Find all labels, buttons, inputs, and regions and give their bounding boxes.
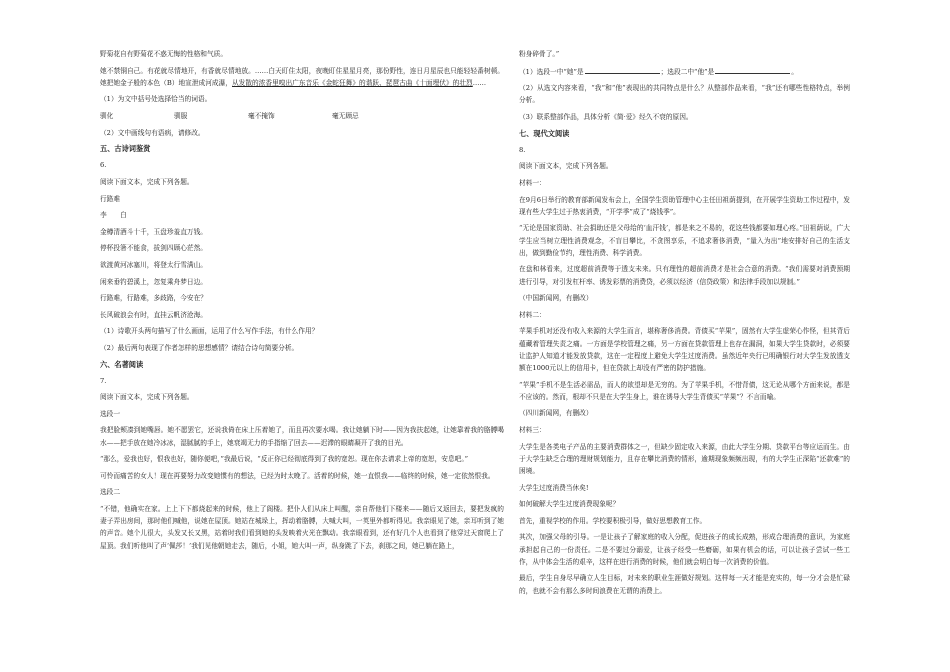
poem-title: 行路难 bbox=[100, 194, 121, 203]
text: 她不禁铜自己。有花就尽情地开，有香就尽情地放。……白天盯住太阳，夜晚盯住星星月亮，那份野性，连日月星辰也只能轻轻番树顿。她把她金子般的本色（B）地宣泄成河成瀑， bbox=[100, 66, 504, 87]
excerpt-label: 选段一 bbox=[100, 409, 121, 418]
source-note: （中国新闻网，有删改） bbox=[519, 294, 593, 303]
question: （2）文中画线句有语病，请修改。 bbox=[100, 128, 205, 137]
poem-line: 金樽清酒斗十千，玉盘珍羞直万钱。 bbox=[100, 227, 207, 236]
paragraph: 最后，学生自身尽早确立人生目标，对未来的职业生涯做好规划。这样每一天才能是充实的，每一分才会是忙碌的，也就不会有那么多时间浪费在无谓的消费上。 bbox=[519, 574, 850, 595]
poem-author: 李 白 bbox=[100, 211, 127, 220]
poem-line: 行路难，行路难，多歧路，今安在？ bbox=[100, 294, 207, 303]
question: （2）最后两句表现了作者怎样的思想感情？请结合诗句简要分析。 bbox=[100, 343, 299, 352]
paragraph bbox=[100, 65, 504, 89]
paragraph: 粉身碎骨了。” bbox=[519, 50, 560, 58]
question-number: 6. bbox=[100, 161, 107, 170]
paragraph: 其次，加强父母的引导。一是让孩子了解家庭的收入分配，促进孩子的成长成熟，形成合理消费的意识，为家庭承担起自己的一份责任。二是不要过分溺爱，让孩子经受一些磨砺，如果有机会的话，可以让孩子尝试一些工作，从中体会生活的艰辛，这样在进行消费的时候，他们就会明白每一次消费的价值。 bbox=[519, 533, 850, 566]
material-label: 材料二： bbox=[519, 310, 546, 319]
answer-blank[interactable] bbox=[585, 65, 660, 74]
material-label: 材料三： bbox=[519, 425, 546, 434]
poem-line: 闲来垂钓碧溪上，忽复乘舟梦日边。 bbox=[100, 277, 207, 286]
word-options bbox=[100, 110, 504, 122]
paragraph: 苹果手机对还没有收入来源的大学生而言，堪称奢侈消费。背债买“苹果”，固然有大学生虚荣心作怪，但其背后蕴藏着管理失责之痛。一方面是学校管理之痛，另一方面在贷款管理上也存在漏洞，如果大学生贷款时，必须要让监护人知道才能发放贷款，这在一定程度上避免大学生过度消费。虽然近年央行已明确银行对大学生发放透支额在1000元以上的信用卡，但在贷款上却没有严密的防护措施。 bbox=[519, 327, 850, 372]
option: 毫不掩饰 bbox=[248, 111, 275, 120]
paragraph: 如何破解大学生过度消费现象呢？ bbox=[519, 500, 620, 509]
text: ；选段二中“他”是 bbox=[660, 67, 715, 76]
paragraph: 大学生是各类电子产品的主要消费群体之一，但缺少固定收入来源，由此大学生分期、贷款平台等应运而生。由于大学生缺乏合理的理财规划能力，且存在攀比消费的情形，逾期现象频频出现，有的大学生正深陷“还款难”的困境。 bbox=[519, 442, 850, 475]
paragraph: 可怜而痛苦的女人！现在再要努力改变她惯有的想法，已经为时太晚了。活着的时候，她一直恨我——临终的时候，她一定依然恨我。 bbox=[100, 471, 495, 480]
instruction: 阅读下面文本，完成下列各题。 bbox=[100, 177, 194, 186]
section-heading: 六、名著阅读 bbox=[100, 359, 144, 369]
instruction: 阅读下面文本，完成下列各题。 bbox=[100, 393, 194, 402]
option: 驯化 bbox=[100, 111, 114, 120]
question-number: 8. bbox=[519, 145, 526, 154]
question: （1）为文中括号处选择恰当的词语。 bbox=[100, 95, 212, 104]
option: 驯服 bbox=[174, 111, 188, 120]
question: （1）诗歌开头两句描写了什么画面，运用了什么写作手法，有什么作用？ bbox=[100, 327, 319, 336]
option: 毫无顾忌 bbox=[332, 111, 359, 120]
question: （3）联系整部作品，具体分析《简·爱》经久不衰的原因。 bbox=[519, 112, 693, 121]
left-column bbox=[100, 48, 504, 556]
material-label: 材料一： bbox=[519, 178, 546, 187]
question: （2）从选文内容来看，“我”和“他”表现出的共同特点是什么？从整部作品来看，“我”还有哪些性格特点，举例分析。 bbox=[519, 84, 850, 105]
question bbox=[519, 65, 850, 78]
section-heading: 七、现代文阅读 bbox=[519, 128, 570, 138]
poem-line: 欲渡黄河冰塞川，将登太行雪满山。 bbox=[100, 260, 207, 269]
paragraph: 我把脸颊凑到她嘴唇。她不愿罢它，还说我倚在床上压着她了，而且再次要水喝。我让她躺下时——因为我扶起她，让她靠着我的胳膊喝水——把手放在她冷冰冰，湿腻腻的手上，她衰竭无力的手指缩了回去——迟滞的眼睛凝开了我的目光。 bbox=[100, 426, 504, 447]
paragraph: 在9月6日举行的教育部新闻发布会上，全国学生资助管理中心主任田祖荫提到，在开展学生资助工作过程中，发现有些大学生过于热衷消费，“开学季”成了“烧钱季”。 bbox=[519, 195, 850, 216]
question-number: 7. bbox=[100, 376, 107, 385]
right-column bbox=[519, 48, 850, 601]
poem-line: 长风破浪会有时，直挂云帆济沧海。 bbox=[100, 310, 207, 319]
paragraph: “那么，爱我也好，恨我也好，随你便吧，”我最后说，“反正你已经彻底得到了我的宽恕。现在你去请求上帝的宽恕，安息吧。” bbox=[100, 455, 469, 464]
text: （1）选段一中“她”是 bbox=[519, 67, 584, 76]
instruction: 阅读下面文本，完成下列各题。 bbox=[519, 162, 613, 171]
excerpt-label: 选段二 bbox=[100, 488, 121, 497]
text: 。 bbox=[791, 67, 798, 76]
paragraph: 野菊花自有野菊花不惑无悔的性格和气质。 bbox=[100, 50, 228, 58]
poem-line: 停杯投箸不能食，拔剑四顾心茫然。 bbox=[100, 244, 207, 253]
underlined-sentence: 从发散的浓香里嗅出广东音乐《金蛇狂舞》的谐跃、琵琶古曲《十面埋伏》的壮烈 bbox=[231, 78, 473, 87]
section-heading: 五、古诗词鉴赏 bbox=[100, 144, 151, 154]
text: …… bbox=[472, 78, 487, 87]
source-note: （四川新闻网，有删改） bbox=[519, 409, 593, 418]
paragraph: 首先，重视学校的作用。学校要积极引导，做好思想教育工作。 bbox=[519, 516, 707, 525]
paragraph: “不错，他确实在家。上上下下都烧起来的时候，他上了阁楼。把仆人们从床上叫醒，亲自帮他们下楼来——随后又返回去，要把发疯的妻子弄出房间，那时他们喊他，说她在屋顶。她站在城垛上，挥动着胳膊，大喊大叫，一英里外都听得见。我亲眼见了她，亲耳听到了她的声音。她个儿很大，头发又长又黑，站着时我们看到她的头发映着火光在飘动。我亲眼看到，还有好几个人也看到了他穿过天窗爬上了屋顶。我们听他叫了声‘佩莎！’我们见他朝她走去，随后，小姐，她大叫一声，纵身跳了下去，刹那之间，她已躺在路上， bbox=[100, 505, 504, 550]
paragraph: “无论是国家资助、社会捐助还是父母给的‘血汗钱’，都是来之不易的，花这些钱都要如理心疼。”田祖荫说，广大学生应当树立理性消费观念，不盲目攀比，不贪图享乐，不追求奢侈消费，“量入为出”地安排好自己的生活支出，做到勤俭节约，理性消费、科学消费。 bbox=[519, 224, 850, 257]
paragraph: 大学生过度消费当休矣! bbox=[519, 483, 589, 492]
paragraph: “苹果”手机不是生活必需品，而人的欲望却是无穷的。为了苹果手机，不惜背债，这无论从哪个方面来说，都是不应该的。然而，根却不只是在大学生身上，谁在诱导大学生背债买“苹果”？不言而喻。 bbox=[519, 380, 850, 401]
answer-blank[interactable] bbox=[715, 65, 790, 74]
paragraph: 在盘和林看来，过度超前消费等于透支未来。只有理性的超前消费才是社会合意的消费。“我们需要对消费预期进行引导，对引发杠杆率、诱发彩票的消费贷，必须以经济（信贷政策）和法律手段加以规制。” bbox=[519, 265, 850, 286]
